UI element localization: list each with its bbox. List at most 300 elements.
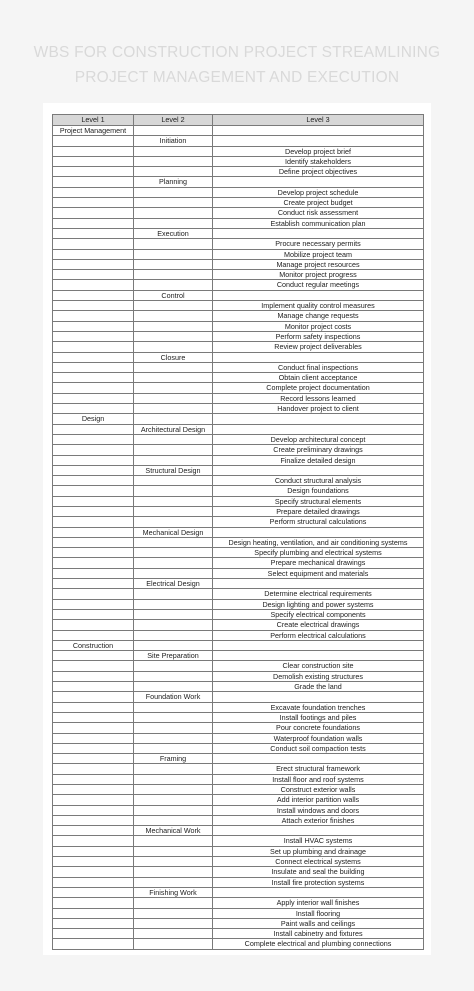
- level-1-cell[interactable]: [53, 527, 134, 537]
- table-row: [53, 785, 424, 795]
- level-2-cell[interactable]: [134, 517, 213, 527]
- level-3-cell[interactable]: Clear construction site: [213, 661, 424, 671]
- level-1-cell[interactable]: [53, 434, 134, 444]
- table-row: [53, 249, 424, 259]
- table-row: [53, 764, 424, 774]
- level-2-cell[interactable]: [134, 548, 213, 558]
- level-3-cell[interactable]: Insulate and seal the building: [213, 867, 424, 877]
- level-1-cell[interactable]: [53, 156, 134, 166]
- level-2-cell[interactable]: [134, 795, 213, 805]
- level-1-cell[interactable]: [53, 661, 134, 671]
- table-row: [53, 177, 424, 187]
- level-3-cell[interactable]: Attach exterior finishes: [213, 815, 424, 825]
- level-1-cell[interactable]: [53, 908, 134, 918]
- level-1-cell[interactable]: [53, 331, 134, 341]
- table-row: [53, 579, 424, 589]
- level-2-cell[interactable]: Planning: [134, 177, 213, 187]
- table-row: [53, 301, 424, 311]
- level-3-cell[interactable]: Conduct final inspections: [213, 362, 424, 372]
- level-2-cell[interactable]: Closure: [134, 352, 213, 362]
- level-3-cell[interactable]: Install windows and doors: [213, 805, 424, 815]
- level-3-cell[interactable]: Apply interior wall finishes: [213, 898, 424, 908]
- level-2-cell[interactable]: Finishing Work: [134, 887, 213, 897]
- level-2-cell[interactable]: [134, 486, 213, 496]
- wbs-table: [52, 114, 424, 950]
- level-3-cell[interactable]: Monitor project costs: [213, 321, 424, 331]
- level-1-cell[interactable]: [53, 568, 134, 578]
- level-3-cell[interactable]: Conduct regular meetings: [213, 280, 424, 290]
- level-3-cell[interactable]: Develop project schedule: [213, 187, 424, 197]
- level-2-cell[interactable]: [134, 723, 213, 733]
- level-1-cell[interactable]: [53, 579, 134, 589]
- level-3-cell[interactable]: Prepare mechanical drawings: [213, 558, 424, 568]
- level-1-cell[interactable]: [53, 630, 134, 640]
- level-3-cell[interactable]: Install cabinetry and fixtures: [213, 929, 424, 939]
- level-1-cell[interactable]: [53, 362, 134, 372]
- level-2-cell[interactable]: [134, 239, 213, 249]
- table-row: [53, 836, 424, 846]
- level-3-cell[interactable]: [213, 465, 424, 475]
- level-2-cell[interactable]: [134, 785, 213, 795]
- level-2-cell[interactable]: [134, 918, 213, 928]
- table-row: [53, 661, 424, 671]
- level-3-cell[interactable]: Create preliminary drawings: [213, 445, 424, 455]
- level-3-cell[interactable]: Create electrical drawings: [213, 620, 424, 630]
- level-2-cell[interactable]: [134, 146, 213, 156]
- level-3-cell[interactable]: Finalize detailed design: [213, 455, 424, 465]
- level-1-cell[interactable]: [53, 404, 134, 414]
- page-title: [0, 40, 474, 90]
- level-2-cell[interactable]: [134, 259, 213, 269]
- level-3-cell[interactable]: Install HVAC systems: [213, 836, 424, 846]
- level-1-cell[interactable]: [53, 187, 134, 197]
- level-1-cell[interactable]: [53, 754, 134, 764]
- level-2-cell[interactable]: [134, 404, 213, 414]
- level-2-cell[interactable]: [134, 867, 213, 877]
- level-2-cell[interactable]: [134, 743, 213, 753]
- table-body: [53, 126, 424, 950]
- level-2-cell[interactable]: [134, 156, 213, 166]
- level-1-cell[interactable]: [53, 424, 134, 434]
- level-3-cell[interactable]: Perform electrical calculations: [213, 630, 424, 640]
- table-row: [53, 939, 424, 949]
- level-2-cell[interactable]: Site Preparation: [134, 651, 213, 661]
- level-1-cell[interactable]: [53, 383, 134, 393]
- level-1-cell[interactable]: [53, 393, 134, 403]
- level-1-cell[interactable]: [53, 208, 134, 218]
- level-3-cell[interactable]: Procure necessary permits: [213, 239, 424, 249]
- level-1-cell[interactable]: [53, 609, 134, 619]
- level-1-cell[interactable]: Construction: [53, 640, 134, 650]
- level-1-cell[interactable]: [53, 136, 134, 146]
- level-2-cell[interactable]: Structural Design: [134, 465, 213, 475]
- level-3-cell[interactable]: Perform structural calculations: [213, 517, 424, 527]
- level-1-cell[interactable]: [53, 548, 134, 558]
- table-row: [53, 887, 424, 897]
- level-2-cell[interactable]: [134, 568, 213, 578]
- level-2-cell[interactable]: [134, 908, 213, 918]
- table-row: [53, 857, 424, 867]
- level-1-cell[interactable]: [53, 774, 134, 784]
- level-2-cell[interactable]: Architectural Design: [134, 424, 213, 434]
- level-3-cell[interactable]: Grade the land: [213, 682, 424, 692]
- title-line-2: PROJECT MANAGEMENT AND EXECUTION: [74, 69, 400, 86]
- level-2-cell[interactable]: [134, 249, 213, 259]
- level-3-cell[interactable]: Excavate foundation trenches: [213, 702, 424, 712]
- table-row: [53, 795, 424, 805]
- level-3-cell[interactable]: [213, 126, 424, 136]
- level-3-cell[interactable]: [213, 579, 424, 589]
- table-row: [53, 393, 424, 403]
- level-2-cell[interactable]: [134, 208, 213, 218]
- level-3-cell[interactable]: Erect structural framework: [213, 764, 424, 774]
- table-row: [53, 424, 424, 434]
- table-row: [53, 671, 424, 681]
- level-2-cell[interactable]: [134, 774, 213, 784]
- level-1-cell[interactable]: [53, 651, 134, 661]
- level-3-cell[interactable]: Specify structural elements: [213, 496, 424, 506]
- level-1-cell[interactable]: [53, 826, 134, 836]
- level-1-cell[interactable]: [53, 682, 134, 692]
- table-row: [53, 527, 424, 537]
- level-2-cell[interactable]: [134, 373, 213, 383]
- level-2-cell[interactable]: [134, 167, 213, 177]
- level-2-cell[interactable]: Mechanical Work: [134, 826, 213, 836]
- level-3-cell[interactable]: Complete project documentation: [213, 383, 424, 393]
- level-3-cell[interactable]: Record lessons learned: [213, 393, 424, 403]
- level-1-cell[interactable]: [53, 198, 134, 208]
- level-3-cell[interactable]: Install floor and roof systems: [213, 774, 424, 784]
- level-2-cell[interactable]: [134, 362, 213, 372]
- table-row: [53, 589, 424, 599]
- level-2-cell[interactable]: [134, 506, 213, 516]
- level-3-cell[interactable]: Set up plumbing and drainage: [213, 846, 424, 856]
- level-2-cell[interactable]: Framing: [134, 754, 213, 764]
- level-2-cell[interactable]: [134, 599, 213, 609]
- level-1-cell[interactable]: [53, 702, 134, 712]
- table-row: [53, 321, 424, 331]
- level-1-cell[interactable]: [53, 445, 134, 455]
- table-row: [53, 506, 424, 516]
- table-row: [53, 898, 424, 908]
- level-2-cell[interactable]: [134, 301, 213, 311]
- level-1-cell[interactable]: [53, 877, 134, 887]
- level-1-cell[interactable]: [53, 671, 134, 681]
- level-2-cell[interactable]: [134, 671, 213, 681]
- table-row: [53, 548, 424, 558]
- table-row: [53, 136, 424, 146]
- table-row: [53, 805, 424, 815]
- level-2-cell[interactable]: [134, 476, 213, 486]
- level-3-cell[interactable]: [213, 424, 424, 434]
- table-row: [53, 743, 424, 753]
- table-row: [53, 270, 424, 280]
- level-3-cell[interactable]: Install footings and piles: [213, 712, 424, 722]
- level-2-cell[interactable]: [134, 218, 213, 228]
- level-2-cell[interactable]: [134, 764, 213, 774]
- table-row: [53, 404, 424, 414]
- level-3-cell[interactable]: Paint walls and ceilings: [213, 918, 424, 928]
- level-2-cell[interactable]: [134, 496, 213, 506]
- level-3-cell[interactable]: Construct exterior walls: [213, 785, 424, 795]
- level-2-cell[interactable]: [134, 609, 213, 619]
- table-row: [53, 599, 424, 609]
- level-2-cell[interactable]: [134, 270, 213, 280]
- level-1-cell[interactable]: [53, 785, 134, 795]
- table-row: [53, 723, 424, 733]
- level-2-cell[interactable]: [134, 929, 213, 939]
- level-2-cell[interactable]: [134, 280, 213, 290]
- level-2-cell[interactable]: [134, 815, 213, 825]
- level-3-cell[interactable]: Manage change requests: [213, 311, 424, 321]
- level-3-cell[interactable]: Select equipment and materials: [213, 568, 424, 578]
- level-3-cell[interactable]: Conduct structural analysis: [213, 476, 424, 486]
- level-1-cell[interactable]: [53, 692, 134, 702]
- title-line-1: WBS FOR CONSTRUCTION PROJECT STREAMLINING: [33, 44, 441, 61]
- level-2-cell[interactable]: [134, 445, 213, 455]
- level-2-cell[interactable]: [134, 661, 213, 671]
- level-1-cell[interactable]: [53, 342, 134, 352]
- level-3-cell[interactable]: [213, 887, 424, 897]
- level-1-cell[interactable]: [53, 486, 134, 496]
- level-3-cell[interactable]: Specify electrical components: [213, 609, 424, 619]
- table-row: [53, 733, 424, 743]
- level-2-cell[interactable]: [134, 846, 213, 856]
- level-2-cell[interactable]: [134, 898, 213, 908]
- level-1-cell[interactable]: [53, 898, 134, 908]
- level-3-cell[interactable]: [213, 414, 424, 424]
- level-3-cell[interactable]: [213, 352, 424, 362]
- level-2-cell[interactable]: [134, 630, 213, 640]
- level-2-cell[interactable]: Electrical Design: [134, 579, 213, 589]
- level-2-cell[interactable]: [134, 383, 213, 393]
- level-2-cell[interactable]: [134, 702, 213, 712]
- table-row: [53, 826, 424, 836]
- level-1-cell[interactable]: [53, 836, 134, 846]
- level-2-cell[interactable]: [134, 805, 213, 815]
- table-row: [53, 383, 424, 393]
- header-row: [53, 115, 424, 126]
- level-2-cell[interactable]: [134, 342, 213, 352]
- level-1-cell[interactable]: [53, 733, 134, 743]
- level-1-cell[interactable]: [53, 939, 134, 949]
- level-1-cell[interactable]: [53, 795, 134, 805]
- table-row: [53, 434, 424, 444]
- level-1-cell[interactable]: [53, 321, 134, 331]
- level-3-cell[interactable]: Prepare detailed drawings: [213, 506, 424, 516]
- level-3-cell[interactable]: [213, 136, 424, 146]
- level-2-cell[interactable]: [134, 877, 213, 887]
- level-2-cell[interactable]: [134, 640, 213, 650]
- level-2-cell[interactable]: [134, 126, 213, 136]
- table-row: [53, 414, 424, 424]
- level-1-cell[interactable]: [53, 599, 134, 609]
- level-2-cell[interactable]: [134, 558, 213, 568]
- table-row: [53, 342, 424, 352]
- level-3-cell[interactable]: [213, 651, 424, 661]
- level-2-cell[interactable]: [134, 537, 213, 547]
- level-1-cell[interactable]: Design: [53, 414, 134, 424]
- level-1-cell[interactable]: [53, 815, 134, 825]
- level-3-cell[interactable]: Review project deliverables: [213, 342, 424, 352]
- level-1-cell[interactable]: [53, 270, 134, 280]
- level-3-cell[interactable]: Identify stakeholders: [213, 156, 424, 166]
- level-1-cell[interactable]: [53, 887, 134, 897]
- level-1-cell[interactable]: [53, 589, 134, 599]
- level-3-cell[interactable]: Monitor project progress: [213, 270, 424, 280]
- level-1-cell[interactable]: [53, 177, 134, 187]
- level-1-cell[interactable]: [53, 743, 134, 753]
- table-row: [53, 692, 424, 702]
- table-row: [53, 496, 424, 506]
- level-3-cell[interactable]: Develop project brief: [213, 146, 424, 156]
- level-3-cell[interactable]: [213, 754, 424, 764]
- level-1-cell[interactable]: [53, 496, 134, 506]
- level-1-cell[interactable]: [53, 558, 134, 568]
- table-row: [53, 167, 424, 177]
- level-1-cell[interactable]: [53, 506, 134, 516]
- level-2-cell[interactable]: [134, 198, 213, 208]
- level-2-cell[interactable]: [134, 682, 213, 692]
- level-3-cell[interactable]: Establish communication plan: [213, 218, 424, 228]
- level-1-cell[interactable]: [53, 455, 134, 465]
- table-row: [53, 146, 424, 156]
- level-1-cell[interactable]: [53, 620, 134, 630]
- level-2-cell[interactable]: [134, 836, 213, 846]
- table-row: [53, 311, 424, 321]
- level-3-cell[interactable]: Add interior partition walls: [213, 795, 424, 805]
- level-3-cell[interactable]: Mobilize project team: [213, 249, 424, 259]
- level-2-cell[interactable]: [134, 733, 213, 743]
- level-1-cell[interactable]: [53, 723, 134, 733]
- level-3-cell[interactable]: Create project budget: [213, 198, 424, 208]
- level-3-cell[interactable]: [213, 692, 424, 702]
- level-2-cell[interactable]: [134, 393, 213, 403]
- level-3-cell[interactable]: [213, 228, 424, 238]
- level-3-cell[interactable]: Define project objectives: [213, 167, 424, 177]
- level-1-cell[interactable]: [53, 146, 134, 156]
- table-row: [53, 908, 424, 918]
- table-row: [53, 640, 424, 650]
- level-3-cell[interactable]: [213, 290, 424, 300]
- level-1-cell[interactable]: [53, 249, 134, 259]
- table-row: [53, 918, 424, 928]
- level-1-cell[interactable]: [53, 311, 134, 321]
- level-1-cell[interactable]: [53, 301, 134, 311]
- level-1-cell[interactable]: [53, 167, 134, 177]
- level-3-cell[interactable]: Manage project resources: [213, 259, 424, 269]
- level-2-cell[interactable]: [134, 434, 213, 444]
- level-1-cell[interactable]: [53, 805, 134, 815]
- level-1-cell[interactable]: [53, 228, 134, 238]
- level-3-cell[interactable]: Develop architectural concept: [213, 434, 424, 444]
- level-1-cell[interactable]: Project Management: [53, 126, 134, 136]
- table-row: [53, 187, 424, 197]
- table-row: [53, 465, 424, 475]
- level-1-cell[interactable]: [53, 476, 134, 486]
- level-3-cell[interactable]: Design heating, ventilation, and air conditioning systems: [213, 537, 424, 547]
- level-3-cell[interactable]: Handover project to client: [213, 404, 424, 414]
- level-2-cell[interactable]: [134, 620, 213, 630]
- header-level-1: Level 1: [53, 115, 134, 126]
- level-1-cell[interactable]: [53, 373, 134, 383]
- level-2-cell[interactable]: [134, 321, 213, 331]
- level-3-cell[interactable]: Complete electrical and plumbing connections: [213, 939, 424, 949]
- level-2-cell[interactable]: [134, 331, 213, 341]
- level-2-cell[interactable]: Mechanical Design: [134, 527, 213, 537]
- level-3-cell[interactable]: Conduct risk assessment: [213, 208, 424, 218]
- level-3-cell[interactable]: Determine electrical requirements: [213, 589, 424, 599]
- level-2-cell[interactable]: [134, 311, 213, 321]
- level-1-cell[interactable]: [53, 712, 134, 722]
- level-1-cell[interactable]: [53, 259, 134, 269]
- level-1-cell[interactable]: [53, 537, 134, 547]
- level-2-cell[interactable]: [134, 712, 213, 722]
- level-1-cell[interactable]: [53, 929, 134, 939]
- table-row: [53, 290, 424, 300]
- level-2-cell[interactable]: [134, 857, 213, 867]
- level-3-cell[interactable]: Implement quality control measures: [213, 301, 424, 311]
- level-1-cell[interactable]: [53, 857, 134, 867]
- level-2-cell[interactable]: Control: [134, 290, 213, 300]
- level-3-cell[interactable]: Specify plumbing and electrical systems: [213, 548, 424, 558]
- level-3-cell[interactable]: [213, 177, 424, 187]
- level-3-cell[interactable]: Demolish existing structures: [213, 671, 424, 681]
- level-1-cell[interactable]: [53, 846, 134, 856]
- level-1-cell[interactable]: [53, 239, 134, 249]
- level-3-cell[interactable]: Connect electrical systems: [213, 857, 424, 867]
- table-row: [53, 929, 424, 939]
- level-2-cell[interactable]: Execution: [134, 228, 213, 238]
- level-3-cell[interactable]: Design lighting and power systems: [213, 599, 424, 609]
- level-2-cell[interactable]: Foundation Work: [134, 692, 213, 702]
- table-row: [53, 331, 424, 341]
- level-1-cell[interactable]: [53, 867, 134, 877]
- level-3-cell[interactable]: Waterproof foundation walls: [213, 733, 424, 743]
- level-1-cell[interactable]: [53, 290, 134, 300]
- table-row: [53, 373, 424, 383]
- level-3-cell[interactable]: Perform safety inspections: [213, 331, 424, 341]
- level-3-cell[interactable]: Conduct soil compaction tests: [213, 743, 424, 753]
- level-1-cell[interactable]: [53, 280, 134, 290]
- table-row: [53, 198, 424, 208]
- table-row: [53, 558, 424, 568]
- level-2-cell[interactable]: [134, 414, 213, 424]
- level-3-cell[interactable]: [213, 527, 424, 537]
- level-1-cell[interactable]: [53, 218, 134, 228]
- level-1-cell[interactable]: [53, 918, 134, 928]
- level-2-cell[interactable]: [134, 187, 213, 197]
- level-1-cell[interactable]: [53, 764, 134, 774]
- level-2-cell[interactable]: [134, 939, 213, 949]
- table-row: [53, 877, 424, 887]
- level-3-cell[interactable]: Design foundations: [213, 486, 424, 496]
- level-3-cell[interactable]: Obtain client acceptance: [213, 373, 424, 383]
- level-3-cell[interactable]: Install fire protection systems: [213, 877, 424, 887]
- level-3-cell[interactable]: [213, 826, 424, 836]
- table-row: [53, 156, 424, 166]
- level-3-cell[interactable]: [213, 640, 424, 650]
- level-2-cell[interactable]: [134, 589, 213, 599]
- level-3-cell[interactable]: Install flooring: [213, 908, 424, 918]
- table-row: [53, 517, 424, 527]
- level-1-cell[interactable]: [53, 352, 134, 362]
- level-2-cell[interactable]: [134, 455, 213, 465]
- level-1-cell[interactable]: [53, 465, 134, 475]
- level-2-cell[interactable]: Initiation: [134, 136, 213, 146]
- level-1-cell[interactable]: [53, 517, 134, 527]
- level-3-cell[interactable]: Pour concrete foundations: [213, 723, 424, 733]
